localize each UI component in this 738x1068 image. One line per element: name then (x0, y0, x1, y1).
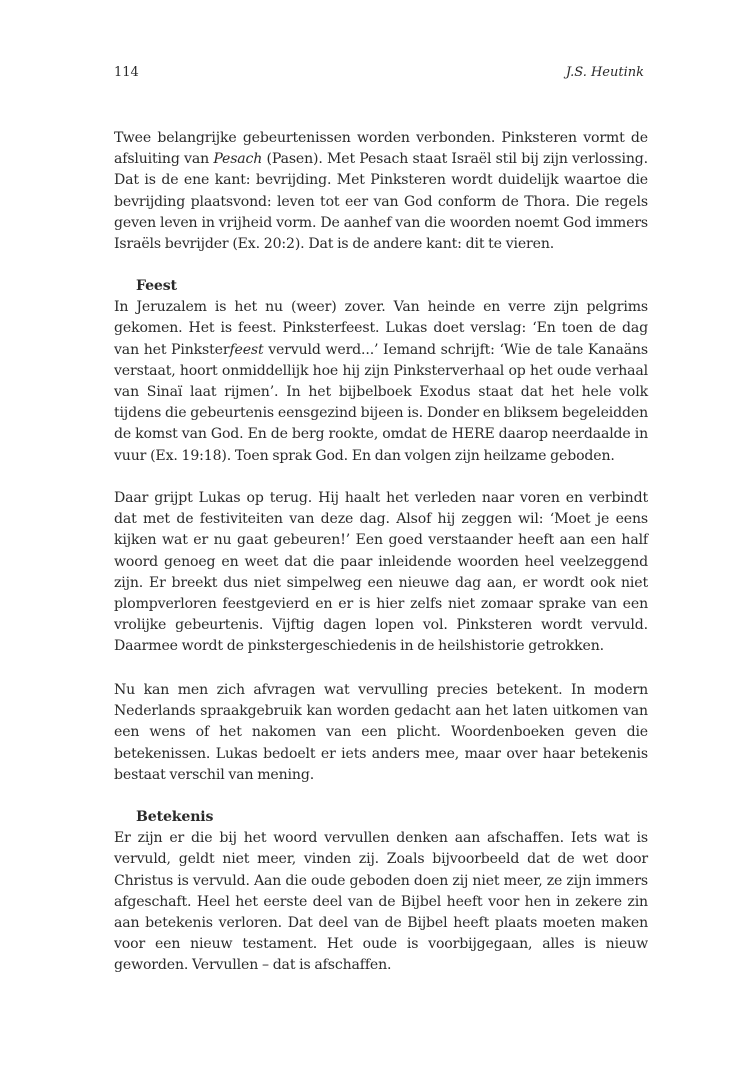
paragraph-lukas (114, 488, 648, 658)
page-number: 114 (114, 65, 139, 80)
paragraph-vervulling (114, 680, 648, 786)
section-heading-betekenis: Betekenis (136, 809, 214, 825)
paragraph-text: In Jeruzalem is het nu (weer) zover. Van heinde en verre zijn pelgrims gekomen. Het is feest. Pinksterfeest. Lukas doet verslag: ‘En toen de dag van het Pinkster (114, 299, 648, 358)
emphasis-text: Pesach (213, 151, 263, 168)
paragraph-text: vervuld werd...’ Iemand schrijft: ‘Wie de tale Kanaäns verstaat, hoort onmiddellijk hoe hij zijn Pinksterverhaal op het oude verhaal van Sinaï laat rijmen’. In het bijbelboek Exodus staat dat het hele volk tijdens die gebeurtenis eensgezind bijeen is. Donder en bliksem begeleidden de komst van God. En de berg rookte, omdat de HERE daarop neerdaalde in vuur (Ex. 19:18). Toen sprak God. En dan volgen zijn heilzame geboden. (114, 341, 649, 464)
emphasis-text: feest (229, 341, 264, 358)
paragraph-text: Twee belangrijke gebeurtenissen worden verbonden. Pinksteren vormt de afsluiting van (114, 130, 648, 168)
section-feest (114, 276, 648, 467)
section-betekenis (114, 807, 648, 977)
paragraph-intro (114, 128, 648, 255)
paragraph-text: Er zijn er die bij het woord vervullen denken aan afschaffen. Iets wat is vervuld, geldt niet meer, vinden zij. Zoals bijvoorbeeld dat de wet door Christus is vervuld. Aan die oude geboden doen zij niet meer, ze zijn immers afgeschaft. Heel het eerste deel van de Bijbel heeft voor hen in zekere zin aan betekenis verloren. Dat deel van de Bijbel heeft plaats moeten maken voor een nieuw testament. Het oude is voorbijgegaan, alles is nieuw geworden. Vervullen – dat is afschaffen. (114, 830, 648, 974)
paragraph-text: Daar grijpt Lukas op terug. Hij haalt het verleden naar voren en verbindt dat met de festiviteiten van deze dag. Alsof hij zeggen wil: ‘Moet je eens kijken wat er nu gaat gebeuren!’ Een goed verstaander heeft aan een half woord genoeg en weet dat die paar inleidende woorden heel veelzeggend zijn. Er breekt dus niet simpelweg een nieuwe dag aan, er wordt ook niet plompverloren feestgevierd en er is hier zelfs niet zomaar sprake van een vrolijke gebeurtenis. Vijftig dagen lopen vol. Pinksteren wordt vervuld. Daarmee wordt de pinkstergeschiedenis in de heilshistorie getrokken. (114, 490, 648, 655)
running-head: J.S. Heutink (565, 65, 644, 80)
paragraph-text: Nu kan men zich afvragen wat vervulling precies betekent. In modern Nederlands spraakgebruik kan worden gedacht aan het laten uitkomen van een wens of het nakomen van een plicht. Woordenboeken geven die betekenissen. Lukas bedoelt er iets anders mee, maar over haar betekenis bestaat verschil van mening. (114, 682, 648, 783)
paragraph-text: (Pasen). Met Pesach staat Israël stil bij zijn verlossing. Dat is de ene kant: bevrijding. Met Pinksteren wordt duidelijk waartoe die bevrijding plaatsvond: leven tot eer van God conform de Thora. Die regels geven leven in vrijheid vorm. De aanhef van die woorden noemt God immers Israëls bevrijder (Ex. 20:2). Dat is de andere kant: dit te vieren. (114, 151, 648, 253)
section-heading-feest: Feest (136, 278, 177, 294)
